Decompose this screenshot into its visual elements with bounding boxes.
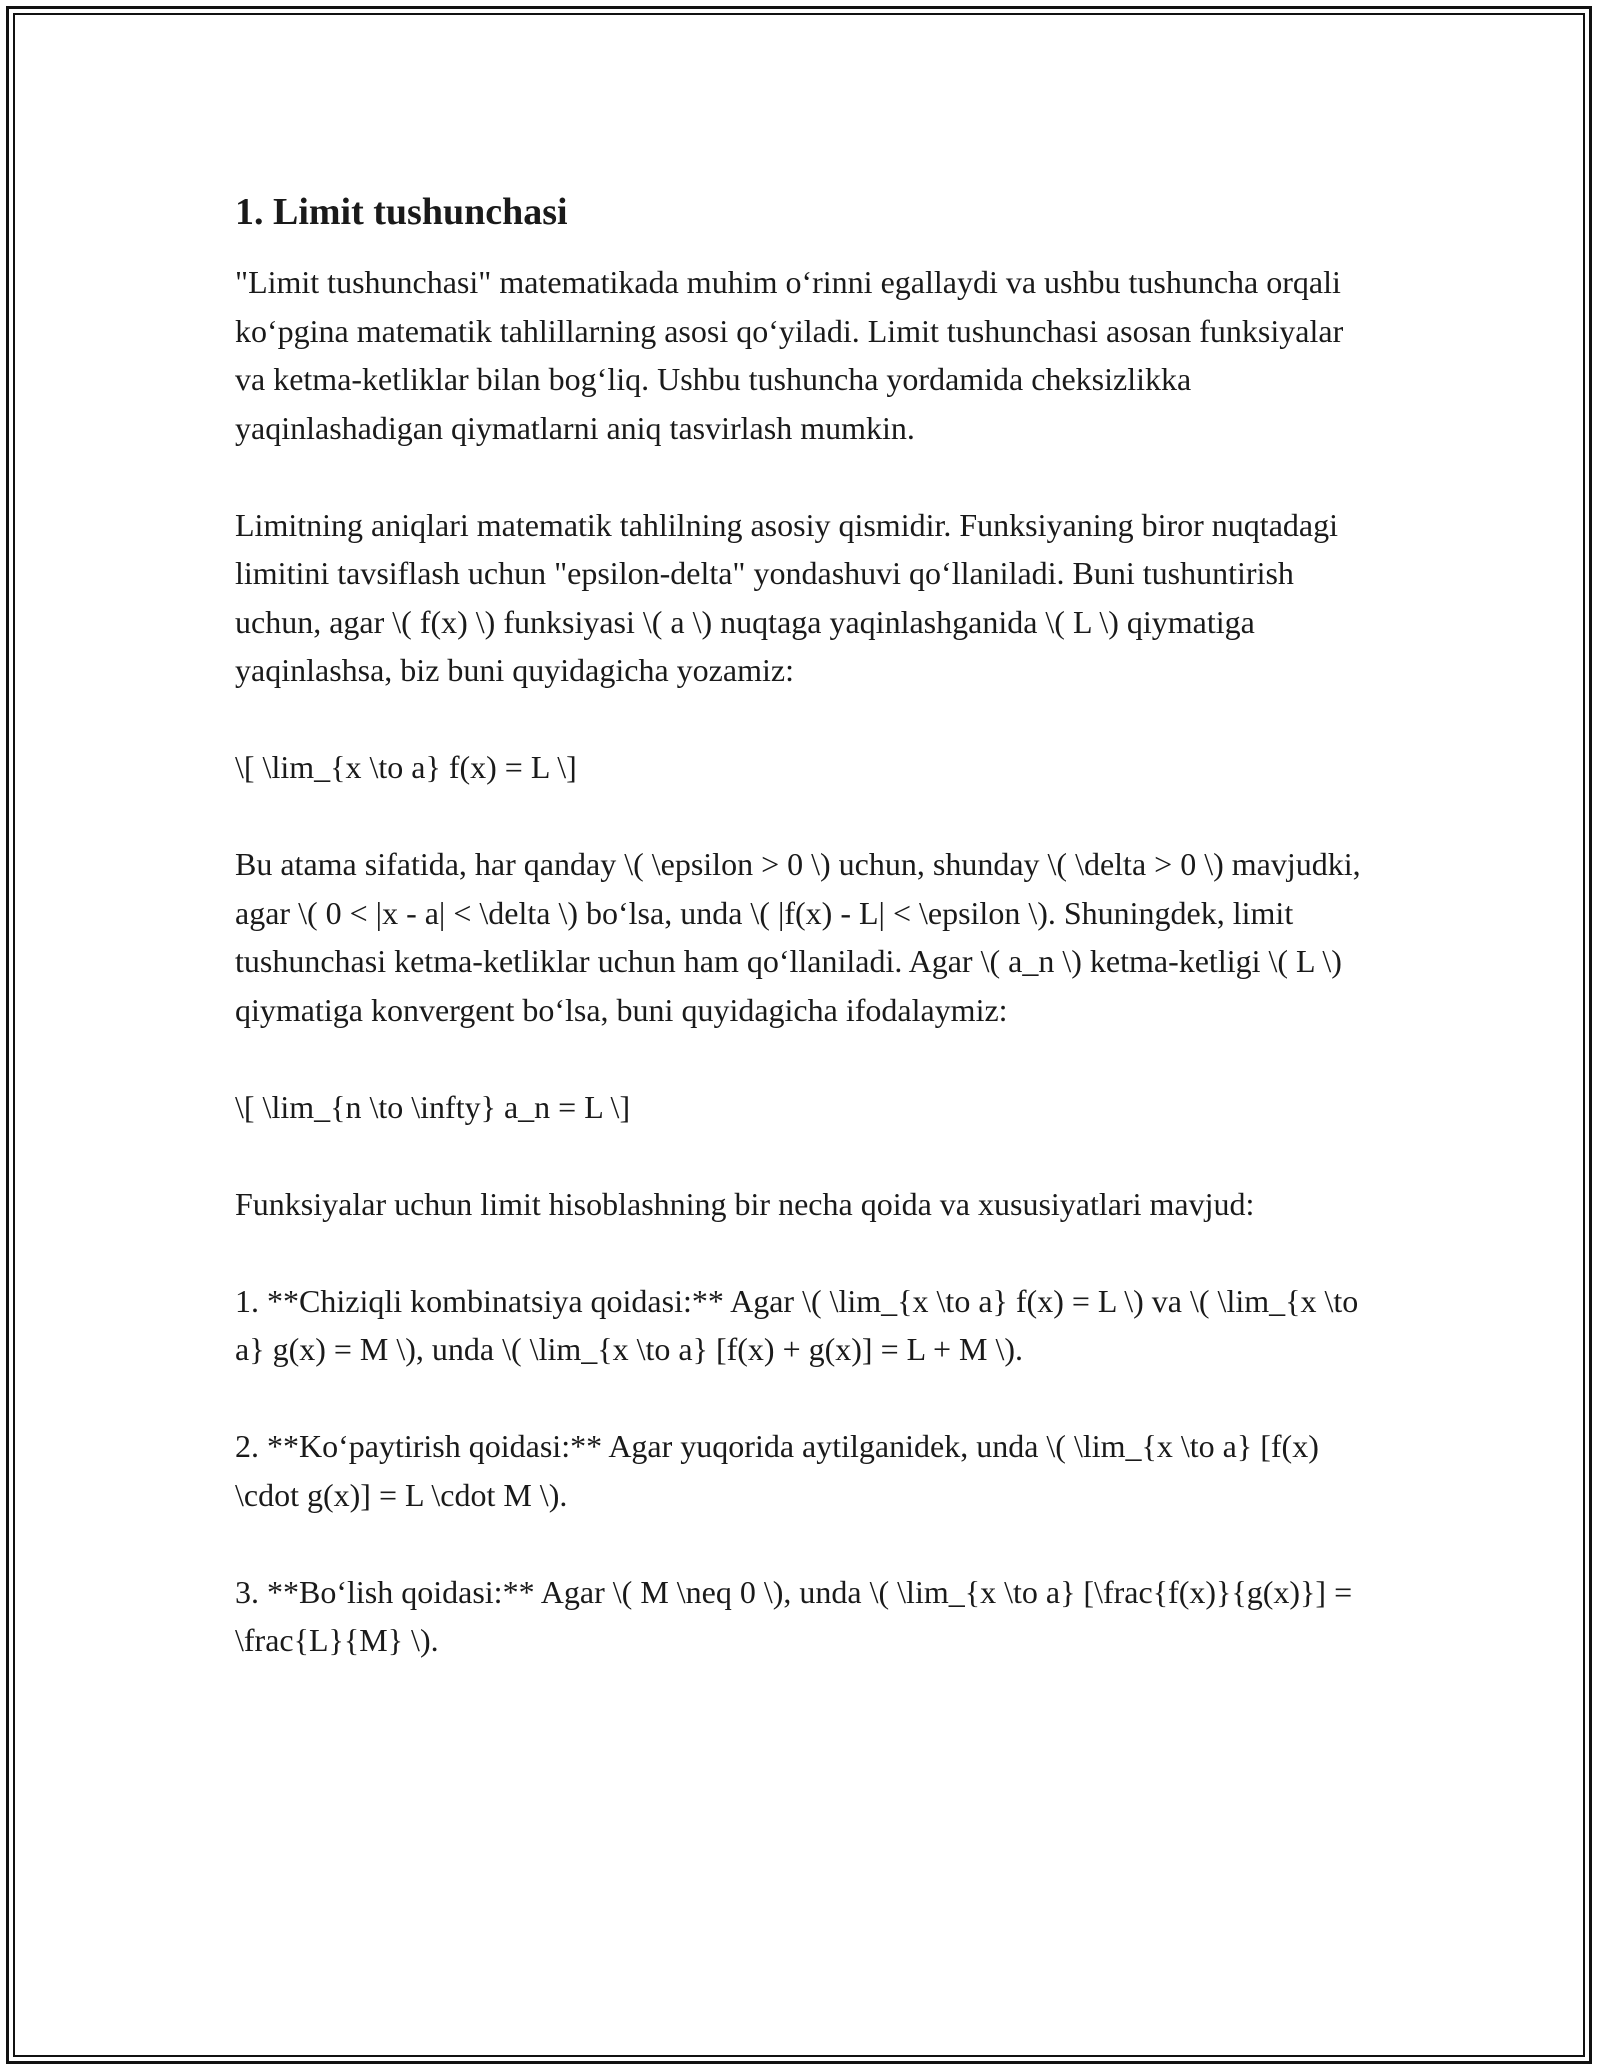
section-heading: 1. Limit tushunchasi	[235, 191, 568, 233]
paragraph-intro: "Limit tushunchasi" matematikada muhim o‘rinni egallaydi va ushbu tushuncha orqali ko‘pgina matematik tahlillarning asosi qo‘yiladi. Limit tushunchasi asosan funksiyalar va ketma-ketliklar bilan bog‘liq. Ushbu tushuncha yordamida cheksizlikka yaqinlashadigan qiymatlarni aniq tasvirlash mumkin.	[235, 264, 1344, 446]
paragraph-rules-intro: Funksiyalar uchun limit hisoblashning bir necha qoida va xususiyatlari mavjud:	[235, 1185, 1255, 1222]
formula-sequence-limit: \[ \lim_{n \to \infty} a_n = L \]	[235, 1088, 631, 1125]
rule-quotient: 3. **Bo‘lish qoidasi:** Agar \( M \neq 0 \), unda \( \lim_{x \to a} [\frac{f(x)}{g(x)}] = \frac{L}{M} \).	[235, 1573, 1353, 1658]
paragraph-definition: Limitning aniqlari matematik tahlilning asosiy qismidir. Funksiyaning biror nuqtadagi limitini tavsiflash uchun "epsilon-delta" yondashuvi qo‘llaniladi. Buni tushuntirish uchun, agar \( f(x) \) funksiyasi \( a \) nuqtaga yaqinlashganida \( L \) qiymatiga yaqinlashsa, biz buni quyidagicha yozamiz:	[235, 506, 1338, 688]
document-body	[235, 184, 1365, 1713]
formula-function-limit: \[ \lim_{x \to a} f(x) = L \]	[235, 749, 577, 785]
rule-linear-combination: 1. **Chiziqli kombinatsiya qoidasi:** Agar \( \lim_{x \to a} f(x) = L \) va \( \lim_{x \to a} g(x) = M \), unda \( \lim_{x \to a} [f(x) + g(x)] = L + M \).	[235, 1282, 1359, 1367]
paragraph-epsilon-delta: Bu atama sifatida, har qanday \( \epsilon > 0 \) uchun, shunday \( \delta > 0 \) mavjudki, agar \( 0 < |x - a| < \delta \) bo‘lsa, unda \( |f(x) - L| < \epsilon \). Shuningdek, limit tushunchasi ketma-ketliklar uchun ham qo‘llaniladi. Agar \( a_n \) ketma-ketligi \( L \) qiymatiga konvergent bo‘lsa, buni quyidagicha ifodalaymiz:	[235, 846, 1361, 1028]
rule-product: 2. **Ko‘paytirish qoidasi:** Agar yuqorida aytilganidek, unda \( \lim_{x \to a} [f(x) \cdot g(x)] = L \cdot M \).	[235, 1428, 1319, 1513]
